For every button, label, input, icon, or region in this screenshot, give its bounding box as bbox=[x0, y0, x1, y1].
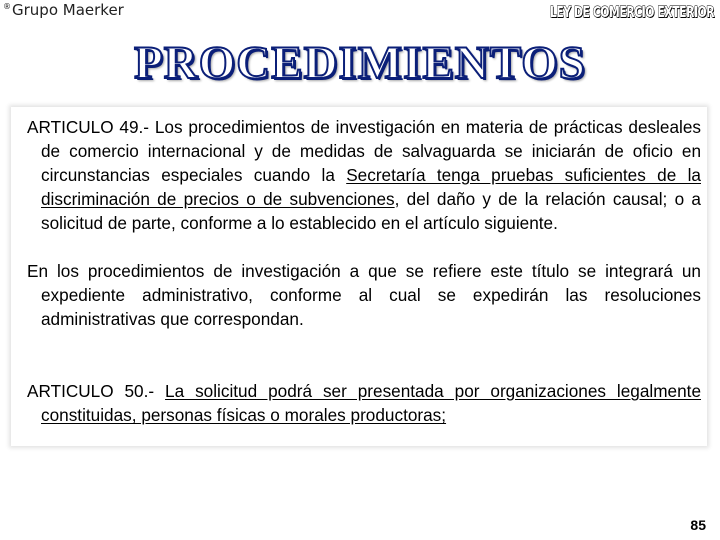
article-49-label: ARTICULO 49.- bbox=[27, 117, 150, 137]
page-number: 85 bbox=[690, 517, 706, 533]
brand-logo-text bbox=[3, 1, 124, 19]
registered-mark: ® bbox=[3, 2, 11, 11]
article-49-text-end: , del daño y de la relación causal; o a solicitud de parte, conforme a lo establecido en el artículo siguiente. bbox=[41, 189, 701, 233]
article-49-text-start: Los procedimientos de investigación en materia de prácticas desleales de comercio internacional y de medidas de salvaguarda se iniciarán de oficio en circunstancias especiales cuando la bbox=[41, 117, 702, 185]
article-49-underlined-text: Secretaría tenga pruebas suficientes de la discriminación de precios o de subvenciones bbox=[41, 165, 701, 209]
article-50-paragraph bbox=[27, 379, 701, 427]
law-title-label: LEY DE COMERCIO EXTERIOR bbox=[549, 3, 714, 21]
article-50-label: ARTICULO 50.- bbox=[27, 381, 155, 401]
brand-name: Grupo Maerker bbox=[12, 1, 124, 19]
article-49-paragraph bbox=[27, 115, 701, 235]
page-title: PROCEDIMIENTOS bbox=[134, 37, 586, 89]
article-49-second-paragraph: En los procedimientos de investigación a que se refiere este título se integrará un expediente administrativo, conforme al cual se expedirán las resoluciones administrativas que correspondan. bbox=[27, 261, 701, 329]
article-50-spacer bbox=[154, 381, 165, 401]
article-50-underlined-text: La solicitud podrá ser presentada por organizaciones legalmente constituidas, personas físicas o morales productoras; bbox=[41, 381, 701, 425]
